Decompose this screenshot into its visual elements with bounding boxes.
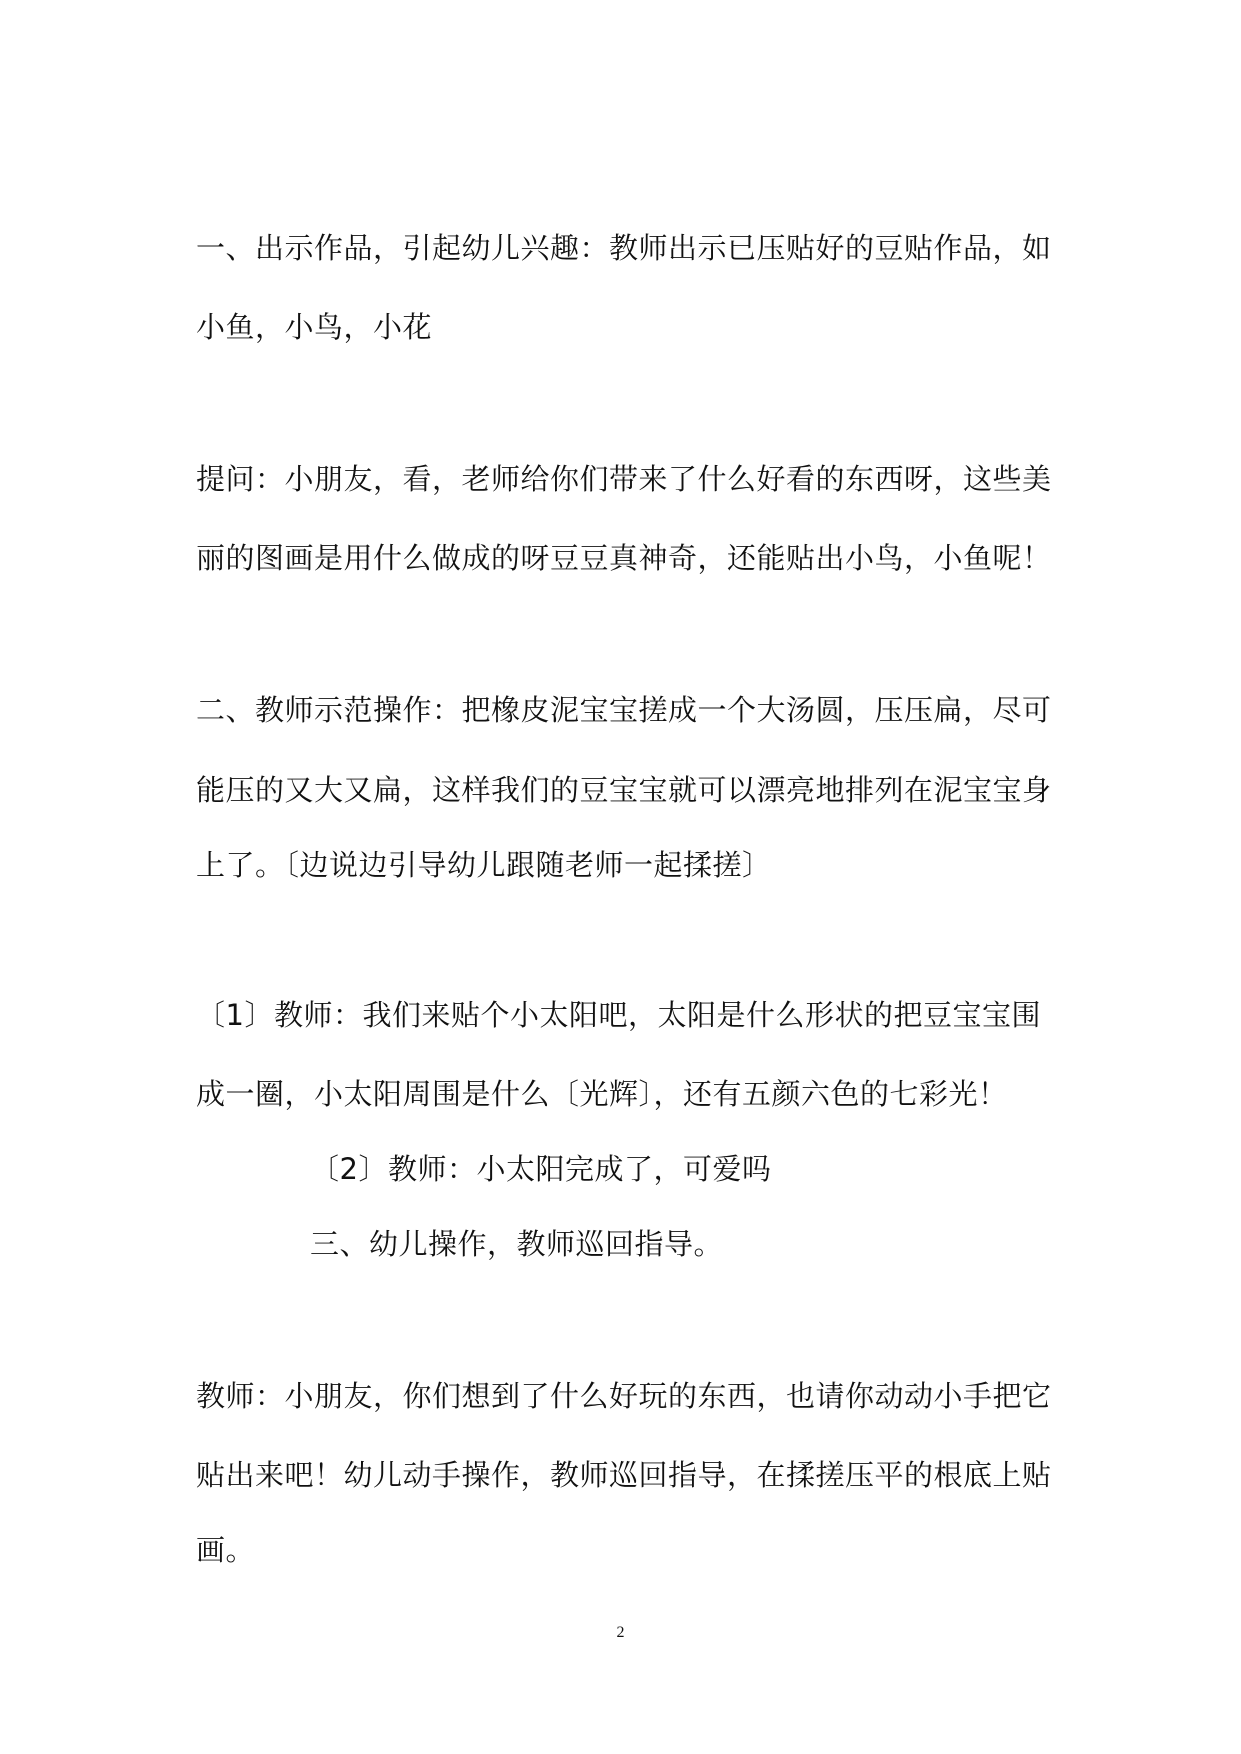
teacher-line-2: 贴出来吧！幼儿动手操作，教师巡回指导，在揉搓压平的根底上贴 (196, 1458, 1052, 1492)
teacher-line-3: 画。 (196, 1533, 256, 1567)
step-one-line-1: 〔1〕教师：我们来贴个小太阳吧，太阳是什么形状的把豆宝宝围 (196, 998, 1041, 1032)
section-three-line: 三、幼儿操作，教师巡回指导。 (310, 1227, 724, 1261)
section-two-line-1: 二、教师示范操作：把橡皮泥宝宝搓成一个大汤圆，压压扁，尽可 (196, 693, 1052, 727)
page-number: 2 (616, 1624, 625, 1641)
step-two-line: 〔2〕教师：小太阳完成了，可爱吗 (310, 1152, 772, 1186)
section-one-line-2: 小鱼，小鸟，小花 (196, 310, 433, 344)
question-line-1: 提问：小朋友，看，老师给你们带来了什么好看的东西呀，这些美 (196, 462, 1052, 496)
question-line-2: 丽的图画是用什么做成的呀豆豆真神奇，还能贴出小鸟，小鱼呢！ (196, 541, 1052, 575)
section-two-line-2: 能压的又大又扁，这样我们的豆宝宝就可以漂亮地排列在泥宝宝身 (196, 773, 1052, 807)
section-one-line-1: 一、出示作品，引起幼儿兴趣：教师出示已压贴好的豆贴作品，如 (196, 231, 1052, 265)
teacher-line-1: 教师：小朋友，你们想到了什么好玩的东西，也请你动动小手把它 (196, 1379, 1052, 1413)
section-two-line-3: 上了。〔边说边引导幼儿跟随老师一起揉搓〕 (196, 848, 772, 882)
step-one-line-2: 成一圈，小太阳周围是什么〔光辉〕，还有五颜六色的七彩光！ (196, 1077, 1008, 1111)
